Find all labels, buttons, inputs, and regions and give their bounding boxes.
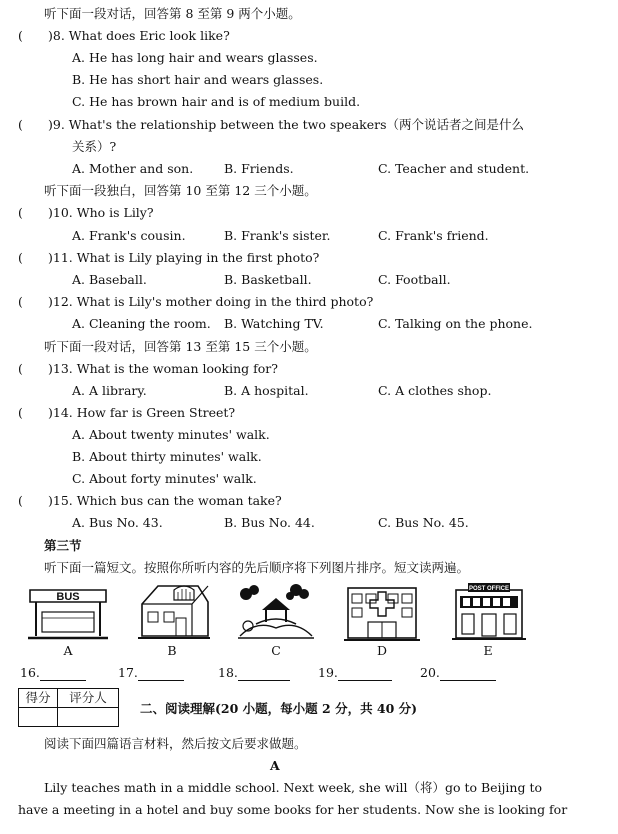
hospital-icon (344, 582, 420, 645)
question-9-stem-cont: 关系）? (72, 139, 117, 154)
section-intro-8-9: 听下面一段对话，回答第 8 至第 9 两个小题。 (44, 6, 301, 21)
question-10-stem: )10. Who is Lily? (48, 205, 154, 220)
answer-blank-16[interactable]: 16. (20, 665, 86, 681)
question-13-stem: )13. What is the woman looking for? (48, 361, 278, 376)
answer-paren: ( (18, 361, 23, 376)
score-cell[interactable] (19, 708, 58, 727)
part3-instruction: 听下面一篇短文。按照你所听内容的先后顺序将下列图片排序。短文读两遍。 (44, 560, 470, 575)
park-pavilion-icon (236, 580, 316, 645)
question-14-option-a: A. About twenty minutes' walk. (72, 427, 270, 442)
question-11-option-c: C. Football. (378, 272, 451, 287)
answer-paren: ( (18, 405, 23, 420)
question-8-option-b: B. He has short hair and wears glasses. (72, 72, 324, 87)
post-office-icon (452, 580, 526, 645)
question-12-option-a: A. Cleaning the room. (72, 316, 211, 331)
answer-blank-17[interactable]: 17. (118, 665, 184, 681)
score-label: 得分 (19, 689, 58, 708)
passage-label: A (270, 758, 280, 773)
question-10-option-b: B. Frank's sister. (224, 228, 331, 243)
answer-paren: ( (18, 117, 23, 132)
question-11-stem: )11. What is Lily playing in the first photo? (48, 250, 320, 265)
grader-label: 评分人 (58, 689, 119, 708)
question-15-stem: )15. Which bus can the woman take? (48, 493, 282, 508)
bus-sign-text: BUS (56, 591, 80, 603)
question-15-option-c: C. Bus No. 45. (378, 515, 469, 530)
answer-paren: ( (18, 28, 23, 43)
passage-line-2: have a meeting in a hotel and buy some books for her students. Now she is looking for (18, 802, 568, 817)
grader-cell[interactable] (58, 708, 119, 727)
bus-stop-icon (26, 582, 110, 645)
building-icon (136, 580, 212, 645)
question-14-option-c: C. About forty minutes' walk. (72, 471, 257, 486)
answer-paren: ( (18, 250, 23, 265)
question-8-option-a: A. He has long hair and wears glasses. (72, 50, 318, 65)
question-14-stem: )14. How far is Green Street? (48, 405, 236, 420)
answer-blank-18[interactable]: 18. (218, 665, 290, 681)
question-12-option-b: B. Watching TV. (224, 316, 324, 331)
score-box (18, 688, 119, 727)
question-13-option-b: B. A hospital. (224, 383, 309, 398)
question-15-option-b: B. Bus No. 44. (224, 515, 315, 530)
reading-instruction: 阅读下面四篇语言材料，然后按文后要求做题。 (44, 736, 307, 751)
question-11-option-a: A. Baseball. (72, 272, 147, 287)
question-12-option-c: C. Talking on the phone. (378, 316, 533, 331)
post-office-sign-text: POST OFFICE (468, 586, 510, 592)
question-9-option-a: A. Mother and son. (72, 161, 194, 176)
question-13-option-a: A. A library. (72, 383, 147, 398)
question-10-option-a: A. Frank's cousin. (72, 228, 186, 243)
question-12-stem: )12. What is Lily's mother doing in the third photo? (48, 294, 374, 309)
question-9-stem: )9. What's the relationship between the two speakers（两个说话者之间是什么 (48, 117, 525, 132)
picture-caption-b: B (167, 643, 177, 658)
question-14-option-b: B. About thirty minutes' walk. (72, 449, 262, 464)
question-8-option-c: C. He has brown hair and is of medium build. (72, 94, 361, 109)
question-11-option-b: B. Basketball. (224, 272, 312, 287)
question-15-option-a: A. Bus No. 43. (72, 515, 163, 530)
picture-caption-a: A (63, 643, 73, 658)
answer-paren: ( (18, 205, 23, 220)
answer-blank-20[interactable]: 20. (420, 665, 496, 681)
part3-heading: 第三节 (44, 538, 82, 553)
question-10-option-c: C. Frank's friend. (378, 228, 489, 243)
answer-blank-19[interactable]: 19. (318, 665, 392, 681)
question-8-stem: )8. What does Eric look like? (48, 28, 230, 43)
passage-line-1: Lily teaches math in a middle school. Next week, she will（将）go to Beijing to (44, 780, 543, 795)
question-9-option-b: B. Friends. (224, 161, 294, 176)
question-9-option-c: C. Teacher and student. (378, 161, 530, 176)
answer-paren: ( (18, 493, 23, 508)
section-intro-10-12: 听下面一段独白，回答第 10 至第 12 三个小题。 (44, 183, 317, 198)
picture-caption-d: D (376, 643, 388, 658)
section-intro-13-15: 听下面一段对话，回答第 13 至第 15 三个小题。 (44, 339, 317, 354)
reading-heading: 二、阅读理解(20 小题，每小题 2 分，共 40 分) (140, 701, 418, 716)
answer-paren: ( (18, 294, 23, 309)
question-13-option-c: C. A clothes shop. (378, 383, 492, 398)
picture-caption-c: C (271, 643, 281, 658)
picture-caption-e: E (483, 643, 493, 658)
